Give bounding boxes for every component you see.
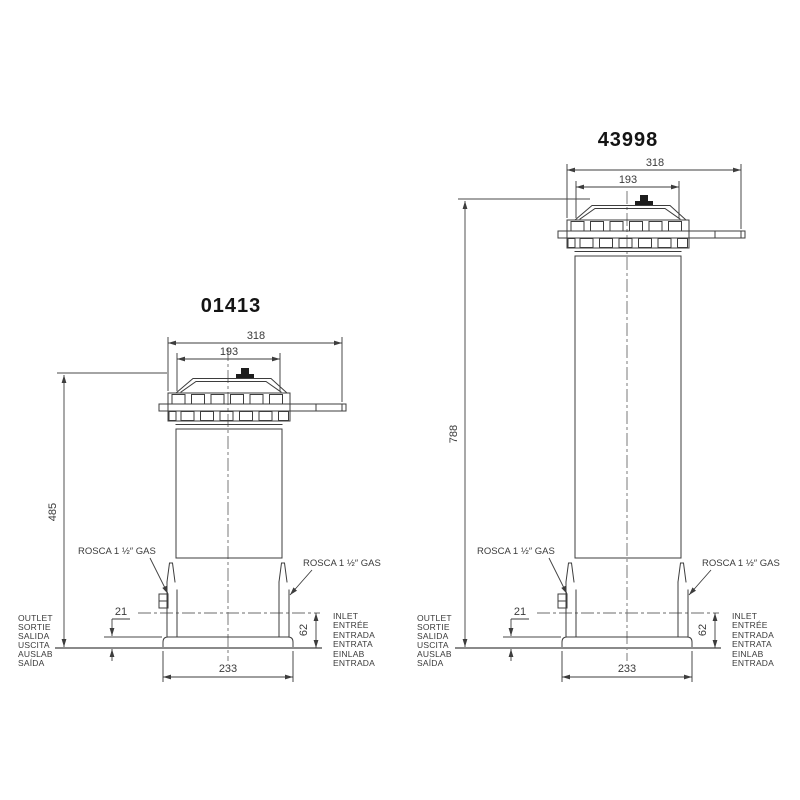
inlet-word: EINLAB <box>732 649 764 659</box>
outlet-word: USCITA <box>18 640 50 650</box>
thread-label-right-inlet: ROSCA 1 ½″ GAS <box>702 558 780 569</box>
vessel-body-right <box>575 256 681 558</box>
product-code-right: 43998 <box>597 129 659 151</box>
outlet-port-left <box>167 563 175 582</box>
dim-485: 485 <box>47 502 59 522</box>
outlet-word: SALIDA <box>417 631 449 641</box>
dim-overall-width-right <box>567 157 741 229</box>
outlet-word: AUSLAB <box>18 649 53 659</box>
outlet-word: SORTIE <box>417 622 450 632</box>
dim-port-axis-left <box>298 613 316 648</box>
dim-788: 788 <box>448 424 460 444</box>
outlet-word: OUTLET <box>417 613 452 623</box>
bleed-valve-left <box>241 368 249 375</box>
thread-label-left-inlet: ROSCA 1 ½″ GAS <box>303 558 381 569</box>
outlet-word: SAÍDA <box>18 658 45 668</box>
lid-assembly-right <box>558 195 745 256</box>
inlet-word: ENTRADA <box>732 658 775 668</box>
product-right <box>417 129 780 682</box>
inlet-word: ENTRADA <box>333 658 376 668</box>
dim-62-left: 62 <box>298 623 310 637</box>
dim-overall-width-left <box>168 330 342 402</box>
inlet-word: INLET <box>732 611 758 621</box>
inlet-word: ENTRATA <box>333 639 373 649</box>
bleed-valve-right <box>640 195 648 202</box>
centerlines-right <box>537 191 719 661</box>
ring-tabs-bottom-left <box>169 412 289 421</box>
outlet-word: OUTLET <box>18 613 53 623</box>
thread-labels-left <box>78 546 381 595</box>
dim-318-left: 318 <box>246 330 266 342</box>
outlet-port-right <box>566 563 574 582</box>
ring-tabs-top-right <box>571 222 682 232</box>
inlet-word: EINLAB <box>333 649 365 659</box>
dim-318-right: 318 <box>645 157 665 169</box>
dim-233-right: 233 <box>617 663 637 675</box>
dim-port-axis-right <box>697 613 715 648</box>
dim-height-left <box>47 373 167 647</box>
dim-62-right: 62 <box>697 623 709 637</box>
outlet-block-left <box>18 613 53 668</box>
dim-193-right: 193 <box>618 174 638 186</box>
inlet-word: ENTRÉE <box>333 620 369 630</box>
inlet-word: INLET <box>333 611 359 621</box>
inlet-block-left <box>333 611 375 668</box>
product-left <box>18 295 381 682</box>
inlet-port-right <box>678 563 686 582</box>
outlet-block-right <box>417 613 452 668</box>
vessel-body-left <box>176 429 282 558</box>
lid-assembly-left <box>159 368 346 429</box>
dim-height-right <box>448 199 590 647</box>
inlet-word: ENTRADA <box>732 630 775 640</box>
outlet-word: SALIDA <box>18 631 50 641</box>
dim-21-right: 21 <box>513 606 527 618</box>
inlet-block-right <box>732 611 774 668</box>
centerlines-left <box>138 348 320 661</box>
dim-233-left: 233 <box>218 663 238 675</box>
ports-and-base-left <box>55 563 322 648</box>
thread-label-right-outlet: ROSCA 1 ½″ GAS <box>477 546 555 557</box>
lid-dome-left <box>176 379 287 394</box>
inlet-port-left <box>279 563 287 582</box>
outlet-word: SORTIE <box>18 622 51 632</box>
ports-and-base-right <box>455 563 721 648</box>
thread-labels-right <box>477 546 780 595</box>
ring-tabs-top-left <box>172 395 283 405</box>
outlet-word: SAÍDA <box>417 658 444 668</box>
lid-dome-right <box>575 206 686 221</box>
dim-base-width-left <box>163 651 293 682</box>
thread-label-left-outlet: ROSCA 1 ½″ GAS <box>78 546 156 557</box>
inlet-word: ENTRÉE <box>732 620 768 630</box>
outlet-word: USCITA <box>417 640 449 650</box>
inlet-word: ENTRADA <box>333 630 376 640</box>
dim-base-thickness-right <box>503 606 561 661</box>
dim-base-thickness-left <box>104 606 162 661</box>
product-code-left: 01413 <box>200 295 262 317</box>
outlet-word: AUSLAB <box>417 649 452 659</box>
inlet-word: ENTRATA <box>732 639 772 649</box>
dim-193-left: 193 <box>219 346 239 358</box>
ring-tabs-bottom-right <box>568 239 688 248</box>
dim-21-left: 21 <box>114 606 128 618</box>
